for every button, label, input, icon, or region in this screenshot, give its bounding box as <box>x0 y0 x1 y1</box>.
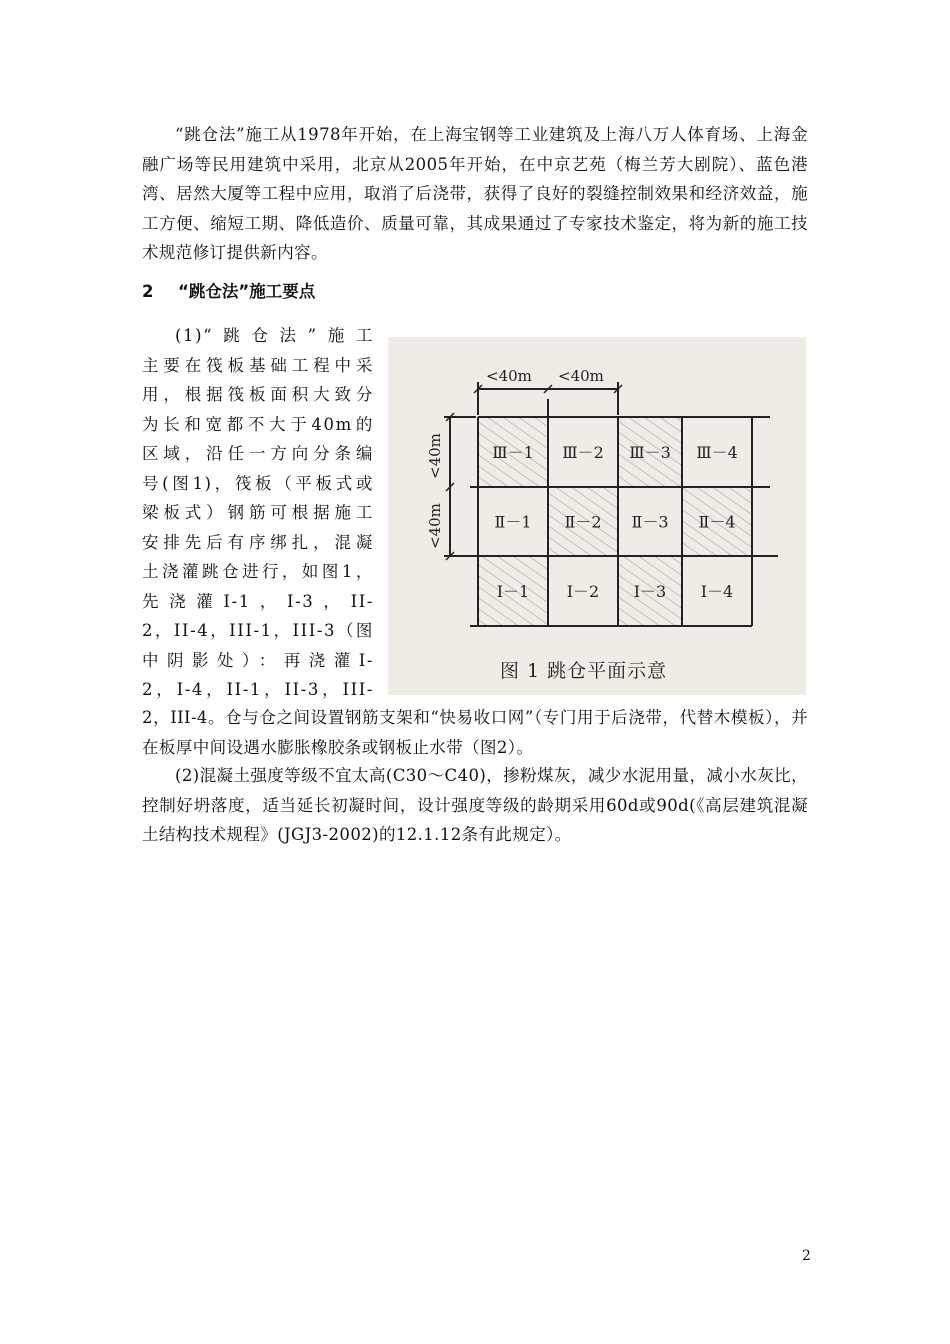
cell-label: Ⅱ－2 <box>564 512 602 532</box>
side-line: 2，I-4，II-1，II-3，III- <box>142 680 374 699</box>
side-line: 为长和宽都不大于40m的 <box>142 414 374 434</box>
page-number: 2 <box>802 1248 811 1264</box>
cell-label: Ⅱ－1 <box>494 512 532 532</box>
dimension-label-top-1: <40m <box>486 367 532 385</box>
paragraph-point-2: (2)混凝土强度等级不宜太高(C30～C40)，掺粉煤灰，减少水泥用量，减小水灰比，控制好坍落度，适当延长初凝时间，设计强度等级的龄期采用60d或90d(《高层建筑混凝土结构技术规程》(JGJ3-2002)的12.1.12条有此规定）。 <box>142 766 808 844</box>
cell-label: Ⅰ－1 <box>496 582 530 601</box>
side-line: 土浇灌跳仓进行，如图1， <box>142 562 374 581</box>
cell-label: Ⅰ－3 <box>633 582 667 601</box>
side-line: 区域，沿任一方向分条编 <box>142 444 374 463</box>
side-line: 梁板式）钢筋可根据施工 <box>142 503 374 522</box>
paragraph-point-1-continued: 2，III-4。仓与仓之间设置钢筋支架和“快易收口网”（专门用于后浇带，代替木模板），并在板厚中间设遇水膨胀橡胶条或钢板止水带（图2）。 <box>142 708 808 757</box>
side-line: 2，II-4，III-1，III-3（图 <box>142 621 374 640</box>
side-line: 主要在筏板基础工程中采 <box>142 355 374 375</box>
cell-label: Ⅲ－2 <box>562 443 604 462</box>
paragraph-intro: “跳仓法”施工从1978年开始，在上海宝钢等工业建筑及上海八万人体育场、上海金融广场等民用建筑中采用，北京从2005年开始，在中京艺苑（梅兰芳大剧院）、蓝色港湾、居然大厦等工程中应用，取消了后浇带，获得了良好的裂缝控制效果和经济效益，施工方便、缩短工期、降低造价、质量可靠，其成果通过了专家技术鉴定，将为新的施工技术规范修订提供新内容。 <box>142 125 808 262</box>
side-line: 先浇灌I-1，I-3，II- <box>142 591 374 611</box>
cell-label: Ⅲ－4 <box>696 443 738 462</box>
section-number: 2 <box>142 282 154 301</box>
side-line: 用，根据筏板面积大致分 <box>142 385 374 404</box>
cell-label: Ⅰ－2 <box>566 582 600 601</box>
cell-label: Ⅲ－1 <box>492 443 534 462</box>
cell-label: Ⅱ－4 <box>698 512 736 532</box>
cell-label: Ⅰ－4 <box>700 582 734 601</box>
dimension-label-left-1: <40m <box>426 433 444 479</box>
figure-1-jump-bin-plan <box>388 337 806 695</box>
cell-label: Ⅲ－3 <box>629 443 671 462</box>
side-line: 号(图1)，筏板（平板式或 <box>142 473 374 493</box>
section-heading <box>142 278 315 302</box>
dimension-label-top-2: <40m <box>558 367 604 385</box>
paragraph-point-1-side <box>142 321 374 705</box>
side-line: (1)“跳仓法”施工 <box>175 326 374 345</box>
side-line: 中阴影处）：再浇灌I- <box>142 650 374 670</box>
figure-caption: 图 1 跳仓平面示意 <box>500 660 668 682</box>
figure-1-drawing <box>388 337 806 695</box>
dimension-label-left-2: <40m <box>426 503 444 549</box>
cell-label: Ⅱ－3 <box>631 512 669 532</box>
side-line: 安排先后有序绑扎，混凝 <box>142 532 374 552</box>
section-title: “跳仓法”施工要点 <box>178 282 316 301</box>
